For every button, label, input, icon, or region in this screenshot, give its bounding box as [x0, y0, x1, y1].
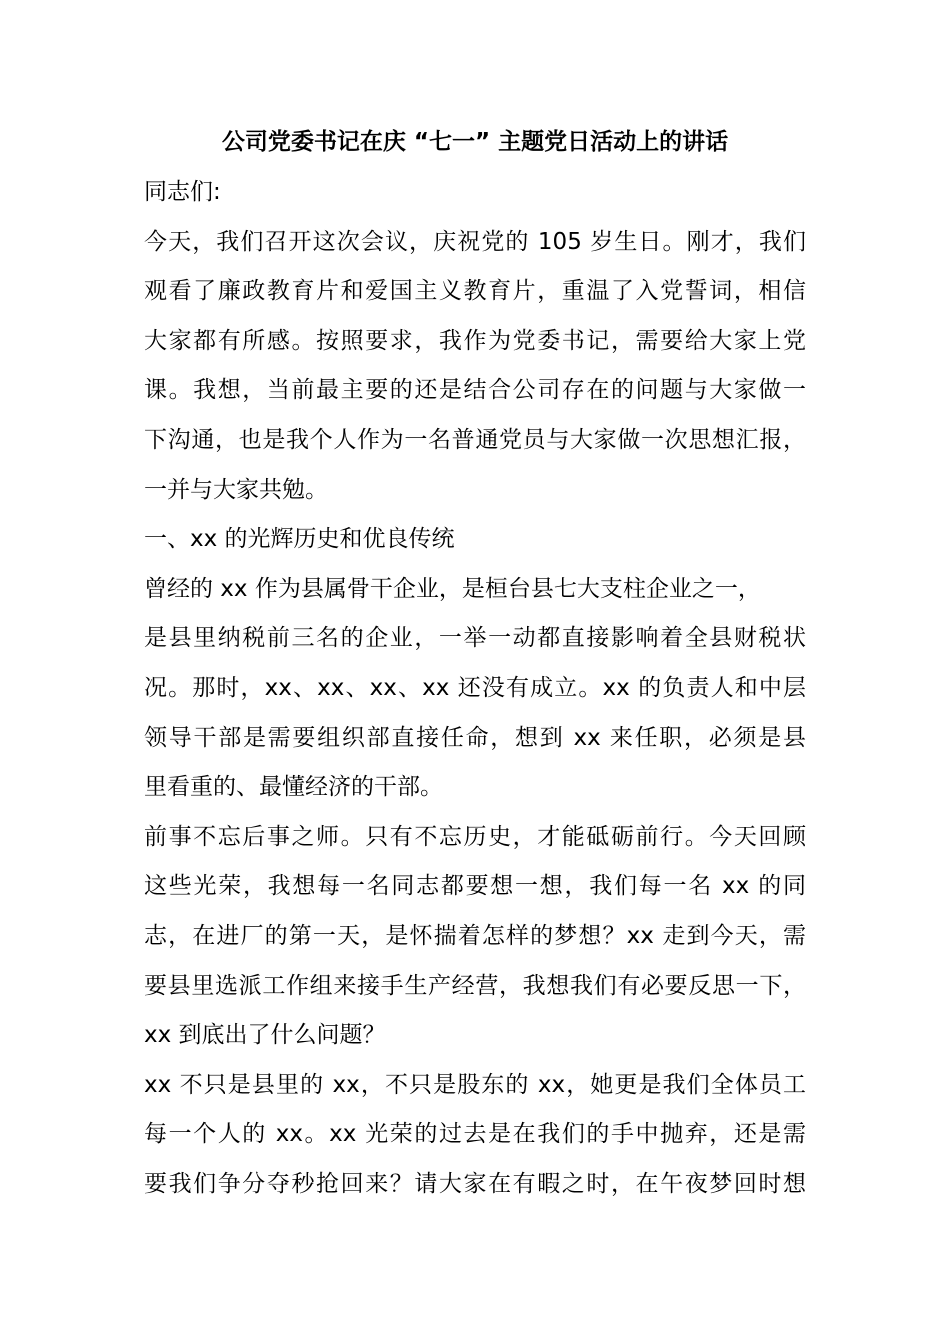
document-line: 这些光荣，我想每一名同志都要想一想，我们每一名 xx 的同: [144, 873, 806, 900]
document-line: 是县里纳税前三名的企业，一举一动都直接影响着全县财税状: [144, 625, 806, 652]
document-title: 公司党委书记在庆 “七一” 主题党日活动上的讲话: [221, 129, 729, 155]
document-line: 前事不忘后事之师。只有不忘历史，才能砥砺前行。今天回顾: [144, 823, 806, 850]
document-line: 领导干部是需要组织部直接任命，想到 xx 来任职，必须是县: [144, 724, 806, 751]
document-line: 志，在进厂的第一天，是怀揣着怎样的梦想？xx 走到今天，需: [144, 922, 806, 949]
document-line: 大家都有所感。按照要求，我作为党委书记，需要给大家上党: [144, 327, 806, 354]
document-line: xx 不只是县里的 xx，不只是股东的 xx，她更是我们全体员工: [144, 1071, 806, 1098]
document-line: 下沟通，也是我个人作为一名普通党员与大家做一次思想汇报，: [144, 426, 806, 453]
document-line: 要我们争分夺秒抢回来？请大家在有暇之时，在午夜梦回时想: [144, 1170, 806, 1197]
document-line: 同志们:: [144, 179, 221, 205]
document-line: 况。那时，xx、xx、xx、xx 还没有成立。xx 的负责人和中层: [144, 674, 806, 701]
document-line: xx 到底出了什么问题？: [144, 1022, 386, 1049]
document-line: 要县里选派工作组来接手生产经营，我想我们有必要反思一下，: [144, 972, 806, 999]
document-line: 里看重的、最懂经济的干部。: [144, 774, 443, 801]
document-line: 每一个人的 xx。xx 光荣的过去是在我们的手中抛弃，还是需: [144, 1121, 806, 1148]
document-line: 今天，我们召开这次会议，庆祝党的 105 岁生日。刚才，我们: [144, 228, 806, 255]
document-line: 曾经的 xx 作为县属骨干企业，是桓台县七大支柱企业之一，: [144, 575, 761, 602]
document-line: 一并与大家共勉。: [144, 476, 328, 503]
document-body: [144, 168, 806, 1209]
document-line: 观看了廉政教育片和爱国主义教育片，重温了入党誓词，相信: [144, 278, 806, 305]
document-line: 一、xx 的光辉历史和优良传统: [144, 526, 455, 553]
document-line: 课。我想，当前最主要的还是结合公司存在的问题与大家做一: [144, 377, 806, 404]
